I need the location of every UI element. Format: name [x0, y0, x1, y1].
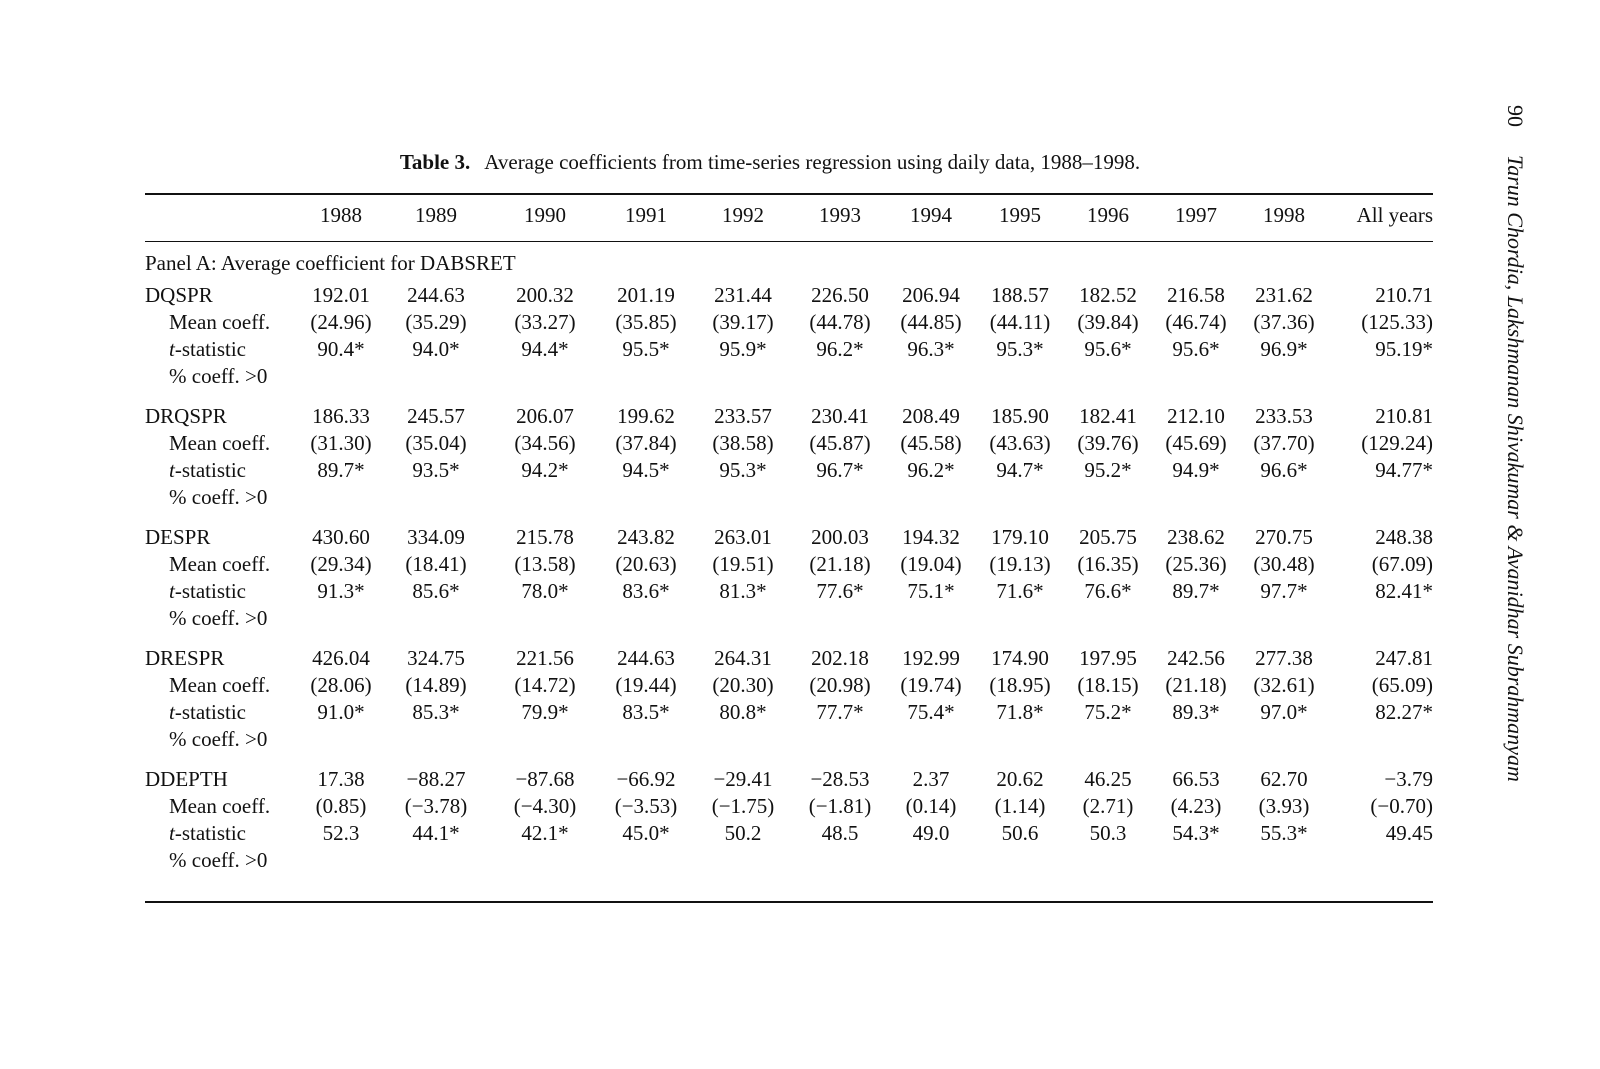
table-cell: (37.84)	[615, 431, 677, 455]
table-cell: (44.85)	[900, 310, 962, 334]
variable-label: DRESPR	[145, 646, 225, 670]
table-cell: 208.49	[902, 404, 960, 428]
table-cell: 85.6*	[412, 579, 460, 603]
table-cell: 75.4*	[907, 700, 955, 724]
table-caption	[0, 150, 1540, 175]
table-cell: (−3.53)	[614, 794, 678, 818]
table-cell: 202.18	[811, 646, 869, 670]
table-cell: −88.27	[406, 767, 466, 791]
table-cell: 179.10	[991, 525, 1049, 549]
table-cell: 76.6*	[1084, 579, 1132, 603]
column-header: 1991	[625, 203, 667, 227]
table-cell: 94.7*	[996, 458, 1044, 482]
table-cell: (44.11)	[989, 310, 1051, 334]
table-cell: 2.37	[912, 767, 950, 791]
mean-coeff-label: Mean coeff.	[169, 673, 271, 697]
table-cell: 50.3	[1089, 821, 1127, 845]
table-cell: 215.78	[516, 525, 574, 549]
table-cell: 263.01	[714, 525, 772, 549]
table-label: Table 3.	[399, 150, 471, 174]
column-header: 1994	[910, 203, 952, 227]
table-cell: 324.75	[407, 646, 465, 670]
table-cell: (19.04)	[900, 552, 962, 576]
table-cell: 62.70	[1260, 767, 1308, 791]
table-cell: (20.63)	[615, 552, 677, 576]
table-cell: (1.14)	[994, 794, 1046, 818]
table-cell: (13.58)	[514, 552, 576, 576]
table-cell: 96.2*	[816, 337, 864, 361]
table-cell: 182.52	[1079, 283, 1137, 307]
table-row	[145, 727, 1433, 755]
table-cell: 89.7*	[1172, 579, 1220, 603]
table-cell: (31.30)	[310, 431, 372, 455]
table-cell: 192.99	[902, 646, 960, 670]
table-cell: −28.53	[810, 767, 870, 791]
table-cell: 247.81	[1375, 646, 1433, 670]
table-row	[145, 283, 1433, 311]
bottom-rule	[145, 901, 1433, 903]
table-cell: 95.19*	[1375, 337, 1433, 361]
table-cell: (18.95)	[989, 673, 1051, 697]
table-cell: 79.9*	[521, 700, 569, 724]
table-row	[145, 673, 1433, 701]
table-cell: (3.93)	[1258, 794, 1310, 818]
t-statistic-suffix: -statistic	[174, 337, 246, 361]
running-head-authors: Tarun Chordia, Lakshmanan Shivakumar & Avanidhar Subrahmanyam	[1503, 155, 1528, 782]
table-cell: 188.57	[991, 283, 1049, 307]
table-cell: (37.70)	[1253, 431, 1315, 455]
table-cell: −3.79	[1384, 767, 1433, 791]
table-cell: (33.27)	[514, 310, 576, 334]
table-cell: 55.3*	[1260, 821, 1308, 845]
table-cell: 91.3*	[317, 579, 365, 603]
variable-label: DESPR	[145, 525, 211, 549]
table-cell: 89.7*	[317, 458, 365, 482]
table-cell: (14.89)	[405, 673, 467, 697]
column-header: 1996	[1087, 203, 1129, 227]
table-cell: 210.81	[1375, 404, 1433, 428]
table-cell: (35.85)	[615, 310, 677, 334]
table-row	[145, 485, 1433, 513]
table-cell: 210.71	[1375, 283, 1433, 307]
table-row	[145, 364, 1433, 392]
column-header: 1989	[415, 203, 457, 227]
column-header: All years	[1356, 203, 1433, 227]
table-cell: 48.5	[821, 821, 859, 845]
table-cell: 206.94	[902, 283, 960, 307]
table-cell: 221.56	[516, 646, 574, 670]
table-cell: 186.33	[312, 404, 370, 428]
table-row	[145, 525, 1433, 553]
t-statistic-label	[169, 337, 246, 362]
table-cell: 231.62	[1255, 283, 1313, 307]
table-row	[145, 821, 1433, 849]
table-cell: 94.77*	[1375, 458, 1433, 482]
table-cell: 75.1*	[907, 579, 955, 603]
table-cell: 97.7*	[1260, 579, 1308, 603]
table-cell: 95.3*	[719, 458, 767, 482]
table-cell: (65.09)	[1371, 673, 1433, 697]
table-row	[145, 404, 1433, 432]
table-row	[145, 794, 1433, 822]
variable-label: DRQSPR	[145, 404, 227, 428]
pct-coeff-label: % coeff. >0	[169, 727, 268, 751]
table-cell: 192.01	[312, 283, 370, 307]
table-cell: (45.58)	[900, 431, 962, 455]
table-cell: (4.23)	[1170, 794, 1222, 818]
table-cell: −29.41	[713, 767, 773, 791]
table-cell: (19.44)	[615, 673, 677, 697]
table-cell: 194.32	[902, 525, 960, 549]
table-cell: 233.53	[1255, 404, 1313, 428]
table-cell: (29.34)	[310, 552, 372, 576]
table-cell: 95.9*	[719, 337, 767, 361]
table-cell: (28.06)	[310, 673, 372, 697]
table-cell: (2.71)	[1082, 794, 1134, 818]
table-row	[145, 431, 1433, 459]
table-cell: 205.75	[1079, 525, 1137, 549]
table-cell: 44.1*	[412, 821, 460, 845]
table-cell: (20.30)	[712, 673, 774, 697]
column-header: 1993	[819, 203, 861, 227]
table-cell: 82.27*	[1375, 700, 1433, 724]
mean-coeff-label: Mean coeff.	[169, 552, 271, 576]
column-header: 1997	[1175, 203, 1217, 227]
column-header-row	[145, 203, 1433, 231]
pct-coeff-label: % coeff. >0	[169, 606, 268, 630]
variable-label: DQSPR	[145, 283, 213, 307]
mean-coeff-label: Mean coeff.	[169, 310, 271, 334]
table-cell: 91.0*	[317, 700, 365, 724]
table-cell: 199.62	[617, 404, 675, 428]
t-statistic-suffix: -statistic	[174, 821, 246, 845]
table-cell: (21.18)	[1165, 673, 1227, 697]
table-cell: 233.57	[714, 404, 772, 428]
table-cell: (35.29)	[405, 310, 467, 334]
table-cell: 200.03	[811, 525, 869, 549]
t-statistic-suffix: -statistic	[174, 579, 246, 603]
table-cell: 97.0*	[1260, 700, 1308, 724]
table-cell: (19.13)	[989, 552, 1051, 576]
table-cell: (129.24)	[1361, 431, 1433, 455]
table-cell: (46.74)	[1165, 310, 1227, 334]
table-cell: (−1.81)	[808, 794, 872, 818]
header-rule	[145, 241, 1433, 242]
table-cell: 248.38	[1375, 525, 1433, 549]
table-cell: 206.07	[516, 404, 574, 428]
table-cell: 95.3*	[996, 337, 1044, 361]
table-row	[145, 700, 1433, 728]
table-cell: 93.5*	[412, 458, 460, 482]
table-cell: 216.58	[1167, 283, 1225, 307]
table-cell: (−3.78)	[404, 794, 468, 818]
table-cell: 96.9*	[1260, 337, 1308, 361]
table-cell: 264.31	[714, 646, 772, 670]
table-cell: (39.84)	[1077, 310, 1139, 334]
t-letter: t	[169, 821, 175, 845]
column-header: 1988	[320, 203, 362, 227]
table-cell: 245.57	[407, 404, 465, 428]
table-cell: 54.3*	[1172, 821, 1220, 845]
table-cell: 80.8*	[719, 700, 767, 724]
column-header: 1998	[1263, 203, 1305, 227]
table-cell: 95.2*	[1084, 458, 1132, 482]
t-letter: t	[169, 337, 175, 361]
table-cell: (38.58)	[712, 431, 774, 455]
table-cell: (−1.75)	[711, 794, 775, 818]
table-cell: 96.3*	[907, 337, 955, 361]
table-cell: 244.63	[407, 283, 465, 307]
table-cell: 83.5*	[622, 700, 670, 724]
table-cell: (−4.30)	[513, 794, 577, 818]
top-rule	[145, 193, 1433, 195]
running-head	[1488, 105, 1528, 885]
table-cell: (24.96)	[310, 310, 372, 334]
table-cell: 96.6*	[1260, 458, 1308, 482]
table-cell: (25.36)	[1165, 552, 1227, 576]
table-cell: (21.18)	[809, 552, 871, 576]
t-statistic-suffix: -statistic	[174, 700, 246, 724]
table-row	[145, 337, 1433, 365]
table-cell: 96.7*	[816, 458, 864, 482]
table-cell: 244.63	[617, 646, 675, 670]
table-cell: 89.3*	[1172, 700, 1220, 724]
table-cell: 334.09	[407, 525, 465, 549]
table-row	[145, 552, 1433, 580]
pct-coeff-label: % coeff. >0	[169, 848, 268, 872]
t-letter: t	[169, 579, 175, 603]
table-cell: 82.41*	[1375, 579, 1433, 603]
table-cell: 77.7*	[816, 700, 864, 724]
panel-title: Panel A: Average coefficient for DABSRET	[145, 251, 516, 275]
table-cell: 75.2*	[1084, 700, 1132, 724]
table-cell: 50.2	[724, 821, 762, 845]
table-row	[145, 767, 1433, 795]
table-cell: 95.5*	[622, 337, 670, 361]
table-cell: (0.85)	[315, 794, 367, 818]
table-cell: 94.2*	[521, 458, 569, 482]
table-cell: (14.72)	[514, 673, 576, 697]
t-statistic-label	[169, 579, 246, 604]
table-cell: 17.38	[317, 767, 365, 791]
table-row	[145, 310, 1433, 338]
t-statistic-suffix: -statistic	[174, 458, 246, 482]
table-cell: (20.98)	[809, 673, 871, 697]
table-cell: 45.0*	[622, 821, 670, 845]
table-cell: 71.8*	[996, 700, 1044, 724]
table-cell: −66.92	[616, 767, 676, 791]
table-cell: 20.62	[996, 767, 1044, 791]
table-cell: (67.09)	[1371, 552, 1433, 576]
table-cell: 95.6*	[1084, 337, 1132, 361]
table-cell: (45.87)	[809, 431, 871, 455]
mean-coeff-label: Mean coeff.	[169, 431, 271, 455]
t-statistic-label	[169, 458, 246, 483]
table-cell: 52.3	[322, 821, 360, 845]
table-cell: (32.61)	[1253, 673, 1315, 697]
table-cell: 94.0*	[412, 337, 460, 361]
table-cell: 242.56	[1167, 646, 1225, 670]
table-caption-text: Average coefficients from time-series regression using daily data, 1988–1998.	[484, 150, 1141, 174]
column-header: 1990	[524, 203, 566, 227]
t-statistic-label	[169, 700, 246, 725]
column-header: 1995	[999, 203, 1041, 227]
table-cell: 182.41	[1079, 404, 1137, 428]
table-cell: 42.1*	[521, 821, 569, 845]
table-cell: (−0.70)	[1370, 794, 1433, 818]
table-cell: 49.0	[912, 821, 950, 845]
table-cell: 277.38	[1255, 646, 1313, 670]
table-cell: 85.3*	[412, 700, 460, 724]
table-cell: 96.2*	[907, 458, 955, 482]
table-cell: (43.63)	[989, 431, 1051, 455]
table-cell: 212.10	[1167, 404, 1225, 428]
table-cell: (125.33)	[1361, 310, 1433, 334]
table-cell: (39.76)	[1077, 431, 1139, 455]
table-cell: (30.48)	[1253, 552, 1315, 576]
table-cell: (39.17)	[712, 310, 774, 334]
variable-label: DDEPTH	[145, 767, 228, 791]
table-row	[145, 848, 1433, 876]
table-cell: (19.51)	[712, 552, 774, 576]
table-cell: (45.69)	[1165, 431, 1227, 455]
t-letter: t	[169, 700, 175, 724]
pct-coeff-label: % coeff. >0	[169, 485, 268, 509]
table-cell: 94.9*	[1172, 458, 1220, 482]
table-cell: 50.6	[1001, 821, 1039, 845]
table-cell: 95.6*	[1172, 337, 1220, 361]
table-cell: 94.4*	[521, 337, 569, 361]
table-cell: 90.4*	[317, 337, 365, 361]
table-cell: 185.90	[991, 404, 1049, 428]
pct-coeff-label: % coeff. >0	[169, 364, 268, 388]
table-cell: 78.0*	[521, 579, 569, 603]
table-cell: 71.6*	[996, 579, 1044, 603]
table-cell: 226.50	[811, 283, 869, 307]
table-cell: (44.78)	[809, 310, 871, 334]
table-cell: (34.56)	[514, 431, 576, 455]
table-cell: (18.41)	[405, 552, 467, 576]
table-cell: 81.3*	[719, 579, 767, 603]
table-cell: −87.68	[515, 767, 575, 791]
table-cell: 430.60	[312, 525, 370, 549]
table-row	[145, 458, 1433, 486]
table-cell: 49.45	[1385, 821, 1433, 845]
table-cell: (35.04)	[405, 431, 467, 455]
table-cell: (18.15)	[1077, 673, 1139, 697]
table-cell: 243.82	[617, 525, 675, 549]
table-cell: 238.62	[1167, 525, 1225, 549]
t-letter: t	[169, 458, 175, 482]
table-cell: 200.32	[516, 283, 574, 307]
table-row	[145, 606, 1433, 634]
table-cell: 174.90	[991, 646, 1049, 670]
page-number: 90	[1503, 105, 1528, 127]
table-cell: 231.44	[714, 283, 772, 307]
table-row	[145, 579, 1433, 607]
table-row	[145, 646, 1433, 674]
table-cell: 66.53	[1172, 767, 1220, 791]
mean-coeff-label: Mean coeff.	[169, 794, 271, 818]
table-cell: (0.14)	[905, 794, 957, 818]
table-cell: 201.19	[617, 283, 675, 307]
table-cell: (16.35)	[1077, 552, 1139, 576]
t-statistic-label	[169, 821, 246, 846]
table-cell: 230.41	[811, 404, 869, 428]
table-cell: 94.5*	[622, 458, 670, 482]
table-cell: (19.74)	[900, 673, 962, 697]
table-cell: 83.6*	[622, 579, 670, 603]
table-cell: (37.36)	[1253, 310, 1315, 334]
table-cell: 270.75	[1255, 525, 1313, 549]
table-cell: 77.6*	[816, 579, 864, 603]
table-cell: 426.04	[312, 646, 370, 670]
table-cell: 46.25	[1084, 767, 1132, 791]
column-header: 1992	[722, 203, 764, 227]
table-cell: 197.95	[1079, 646, 1137, 670]
